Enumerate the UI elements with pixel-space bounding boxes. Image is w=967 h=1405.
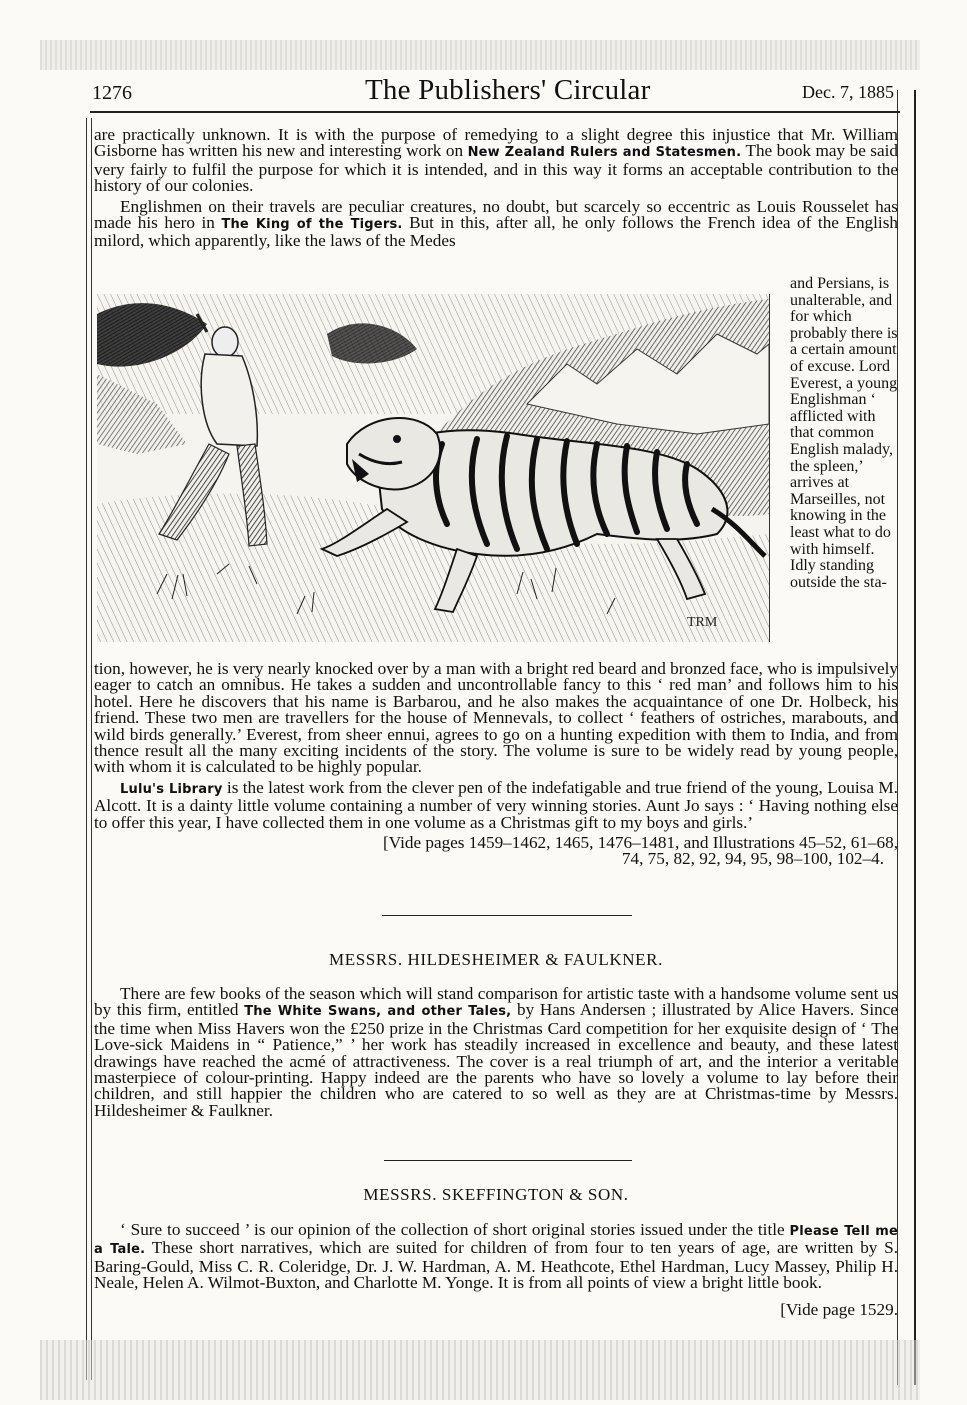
header-rule xyxy=(90,111,900,113)
book-title: The White Swans, and other Tales, xyxy=(244,1004,512,1020)
review-skeffington xyxy=(94,1222,898,1292)
review-gisborne xyxy=(94,127,898,254)
page-number: 1276 xyxy=(92,82,132,104)
text-run: The book may be said very fairly to fulfil the purpose for which it is intended, and in this way it forms an acceptable contribution to the history of our colonies. xyxy=(94,141,898,196)
book-title: Please Tell me a Tale. xyxy=(94,1224,898,1258)
text-run: are practically unknown. It is with the purpose of remedying to a slight degree this injustice that Mr. William Gisborne has written his new and interesting work on xyxy=(94,125,898,161)
paragraph: tion, however, he is very nearly knocked over by a man with a bright red beard and bronzed face, who is impulsively eager to catch an omnibus. He takes a sudden and uncontrollable fancy to this ‘ red man’ and follows him to his hotel. Here he discovers that his name is Barbarou, and he also makes the acquaintance of one Dr. Holbeck, his friend. These two men are travellers for the house of Mennevals, to collect ‘ feathers of ostriches, marabouts, and wild birds generally.’ Everest, from sheer ennui, agrees to go on a hunting expedition with them to India, and from thence result all the many exciting incidents of the story. The volume is sure to be widely read by young people, with whom it is calculated to be highly popular. xyxy=(94,659,898,777)
artist-signature: TRM xyxy=(687,615,718,630)
page-border-right xyxy=(897,90,916,1385)
paragraph xyxy=(94,127,898,195)
review-hildesheimer xyxy=(94,986,898,1119)
page-border-left xyxy=(86,118,92,1380)
issue-date: Dec. 7, 1885 xyxy=(802,82,894,102)
running-header xyxy=(80,74,900,110)
paragraph xyxy=(94,196,898,251)
section-divider xyxy=(384,1160,632,1161)
text-run: is the latest work from the clever pen of the indefatigable and true friend of the young, Louisa M. Alcott. It is a dainty little volume containing a number of very winning stories. Aunt Jo says : ‘ Having nothing else to offer this year, I have collected them in one volume as a Christmas gift to my boys and girls.’ xyxy=(94,777,898,832)
scan-edge-bottom xyxy=(40,1340,920,1400)
text-run: by Hans Andersen ; illustrated by Alice Havers. Since the time when Miss Havers won the £250 prize in the Christmas Card competition for her exquisite design of ‘ The Love-sick Maidens in “ Patience,” ’ her work has steadily increased in excellence and beauty, and these latest drawings have reached the acmé of attractiveness. The cover is a real triumph of art, and the interior a veritable masterpiece of colour-printing. Happy indeed are the parents who have so lovely a volume to lay before their children, and still happier the children who are catered to so well as they are at Christmas-time by Messrs. Hildesheimer & Faulkner. xyxy=(94,1000,898,1120)
book-title: Lulu's Library xyxy=(120,781,223,797)
vide-reference: [Vide page 1529. xyxy=(780,1300,898,1319)
book-title: New Zealand Rulers and Statesmen. xyxy=(467,145,742,161)
vide-reference: [Vide pages 1459–1462, 1465, 1476–1481, and Illustrations 45–52, 61–68, xyxy=(382,833,898,853)
text-run: But in this, after all, he only follows the French idea of the English milord, which apparently, like the laws of the Medes xyxy=(94,213,898,251)
side-column-text: and Persians, is unalterable, and for which probably there is a certain amount of excuse. Lord Everest, a young Englishman ‘ afflicted with that common English malady, the spleen,’ arrives at Marseilles, not knowing in the least what to do with himself. Idly standing outside the sta- xyxy=(790,275,898,591)
review-rousselet-continued xyxy=(94,661,898,868)
section-divider xyxy=(382,915,632,916)
text-run: Englishmen on their travels are peculiar creatures, no doubt, but scarcely so eccentric as Louis Rousselet has made his hero in xyxy=(94,196,898,233)
engraving-image xyxy=(97,294,769,642)
text-run: ‘ Sure to succeed ’ is our opinion of the collection of short original stories issued under the title xyxy=(120,1220,790,1239)
journal-title: The Publishers' Circular xyxy=(365,74,651,106)
book-title: The King of the Tigers. xyxy=(221,217,403,233)
vide-reference: 74, 75, 82, 92, 94, 95, 98–100, 102–4. xyxy=(621,849,884,869)
section-heading: MESSRS. SKEFFINGTON & SON. xyxy=(363,1185,629,1204)
tiger-illustration xyxy=(97,294,770,642)
scan-edge-top xyxy=(40,40,920,70)
paragraph xyxy=(94,777,898,832)
section-heading: MESSRS. HILDESHEIMER & FAULKNER. xyxy=(329,950,663,969)
text-run: These short narratives, which are suited for children of from four to ten years of age, are written by S. Baring-Gould, Miss C. R. Coleridge, Dr. J. W. Hardman, A. M. Heathcote, Ethel Hardman, Lucy Massey, Philip H. Neale, Helen A. Wilmot-Buxton, and Charlotte M. Yonge. It is from all points of view a bright little book. xyxy=(94,1238,899,1293)
text-run: There are few books of the season which will stand comparison for artistic taste with a handsome volume sent us by this firm, entitled xyxy=(94,984,898,1020)
